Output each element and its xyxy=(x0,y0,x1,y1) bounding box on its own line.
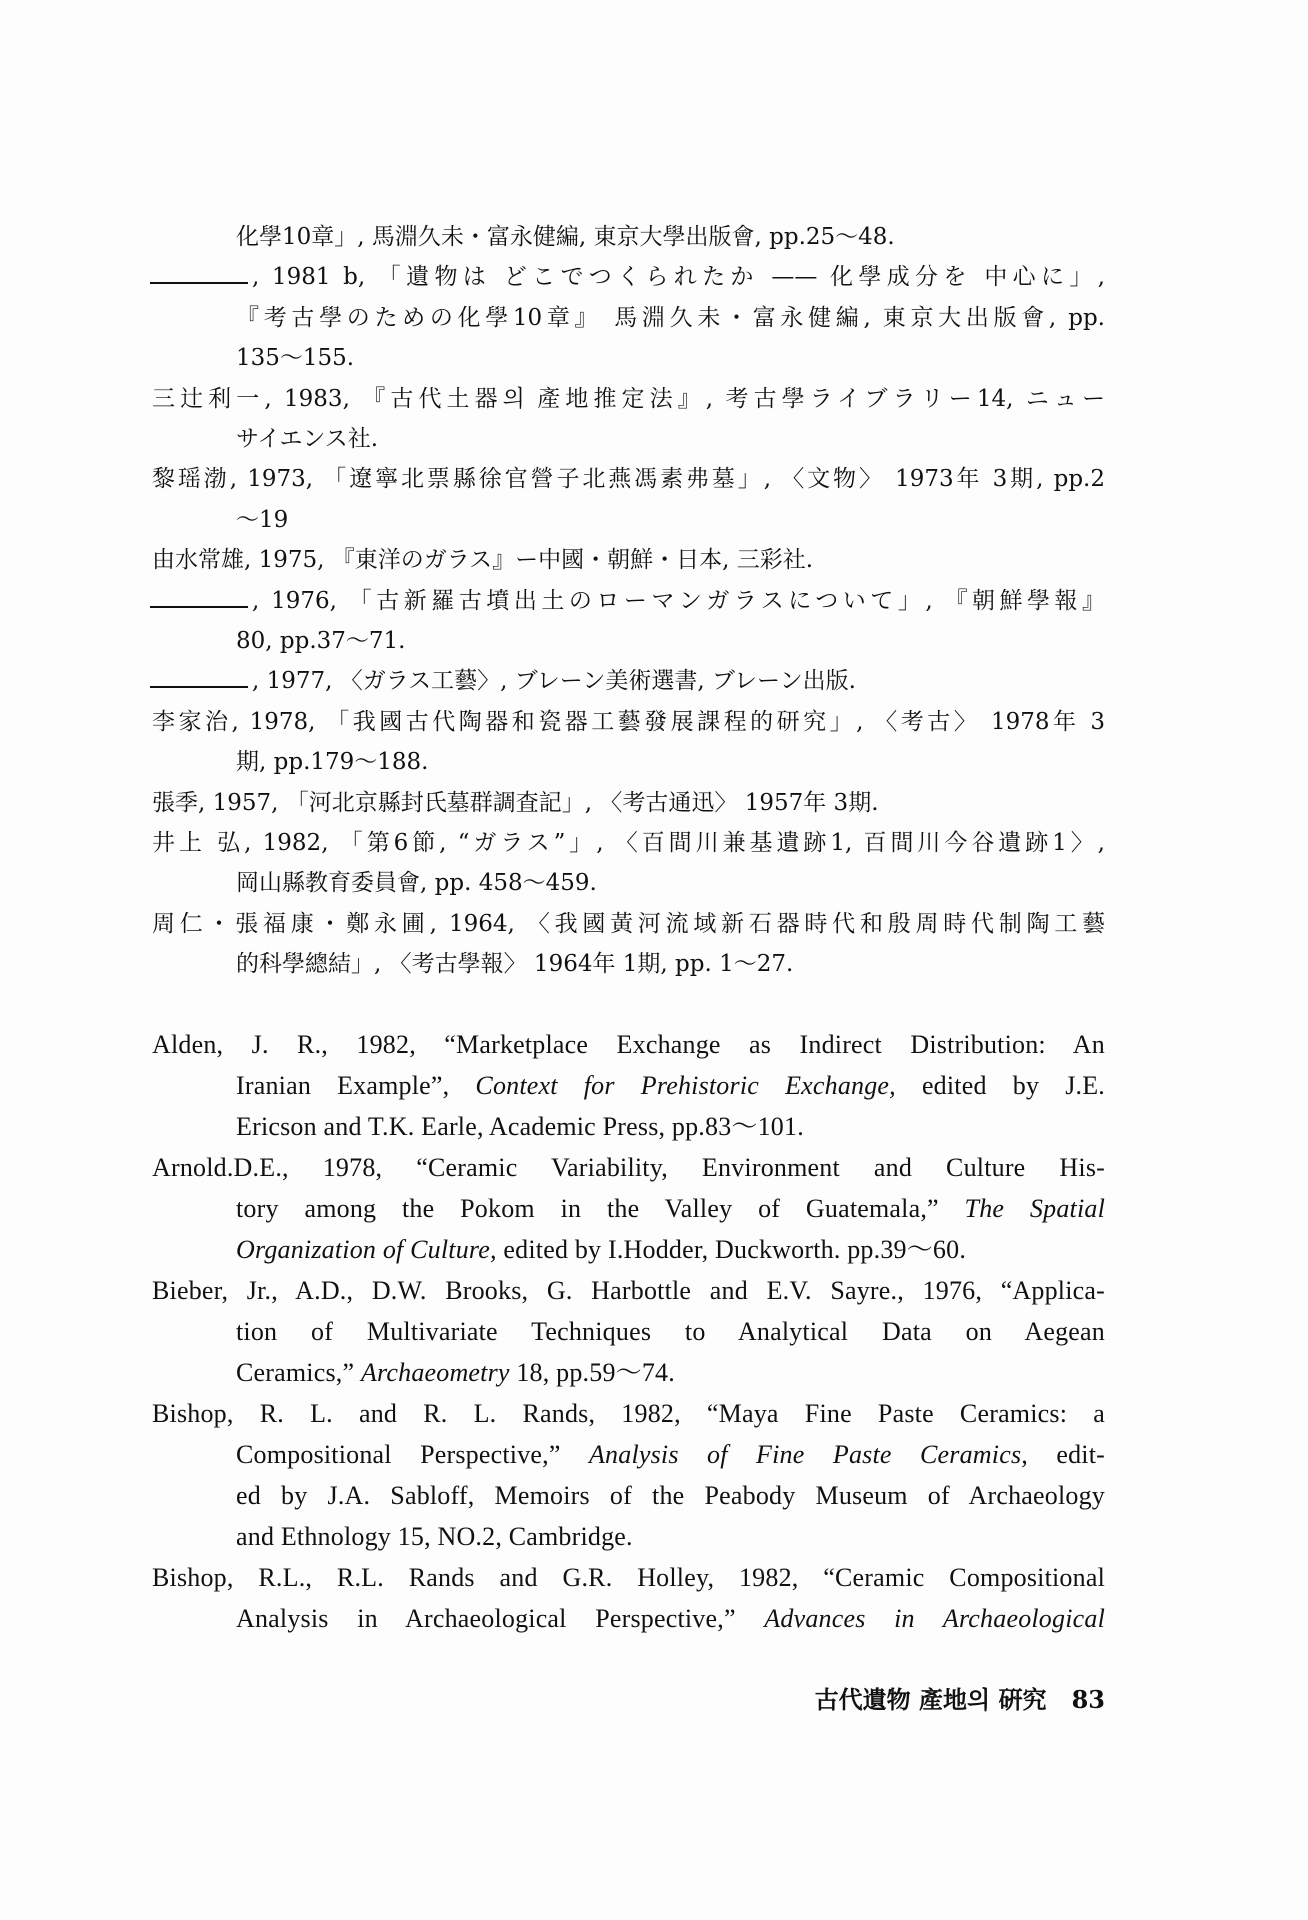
reference-line xyxy=(150,587,1105,614)
reference-line xyxy=(236,1319,1105,1345)
reference-line xyxy=(150,266,1105,289)
reference-text: ed by J.A. Sabloff, Memoirs of the Peabody Museum of Archaeology xyxy=(236,1481,1105,1510)
reference-text: Arnold.D.E., 1978, “Ceramic Variability, Environment and Culture His- xyxy=(152,1153,1105,1182)
reference-line xyxy=(236,1442,1105,1468)
reference-line xyxy=(152,910,1105,937)
reference-line xyxy=(236,751,429,774)
reference-line xyxy=(236,1606,1105,1632)
reference-text: Analysis in Archaeological Perspective,” xyxy=(236,1604,765,1633)
reference-text: Bishop, R. L. and R. L. Rands, 1982, “Maya Fine Paste Ceramics: a xyxy=(152,1399,1105,1428)
reference-text: 張季, 1957, 「河北京縣封氏墓群調査記」, 〈考古通迅〉 1957年 3期. xyxy=(152,789,879,816)
reference-line xyxy=(152,1401,1105,1427)
reference-text: 李家治, 1978, 「我國古代陶器和瓷器工藝發展課程的研究」, 〈考古〉 1978年 3 xyxy=(152,708,1105,735)
italic-title: Analysis of Fine Paste Ceramics, xyxy=(588,1440,1028,1469)
reference-text: 三辻利一, 1983, 『古代土器의 產地推定法』, 考古學ライブラリー14, ニュー xyxy=(152,385,1105,412)
reference-line xyxy=(152,468,1105,491)
ditto-rule xyxy=(150,281,248,284)
reference-text: , 1977, 〈ガラス工藝〉, ブレーン美術選書, ブレーン出版. xyxy=(252,668,856,695)
reference-text: , 1981 b, 「遺物は どこでつくられたか —— 化學成分を 中心に」, xyxy=(252,264,1105,291)
reference-text: 135～155. xyxy=(236,345,355,372)
reference-line xyxy=(236,1524,633,1550)
reference-text: サイエンス社. xyxy=(236,426,379,452)
italic-title: Archaeometry xyxy=(360,1358,510,1387)
reference-text: 『考古學のための化學10章』 馬淵久未・富永健編, 東京大出版會, pp. xyxy=(236,304,1105,331)
reference-line xyxy=(236,506,289,533)
reference-text: 期, pp.179～188. xyxy=(236,749,429,776)
page-number: 83 xyxy=(1071,1685,1105,1714)
reference-line xyxy=(236,1360,675,1386)
reference-line xyxy=(236,1483,1105,1509)
reference-line xyxy=(152,1032,1105,1058)
reference-line xyxy=(236,1196,1105,1222)
reference-text: edited by J.E. xyxy=(895,1071,1106,1100)
reference-text: edited by I.Hodder, Duckworth. pp.39～60. xyxy=(496,1235,967,1264)
reference-line xyxy=(152,789,879,816)
reference-text: Alden, J. R., 1982, “Marketplace Exchange as Indirect Distribution: An xyxy=(152,1030,1105,1059)
italic-title: Context for Prehistoric Exchange, xyxy=(475,1071,896,1100)
reference-text: 井上 弘, 1982, 「第6節, “ガラス”」, 〈百間川兼基遺跡1, 百間川今谷遺跡1〉, xyxy=(152,830,1105,856)
reference-text: Bishop, R.L., R.L. Rands and G.R. Holley, 1982, “Ceramic Compositional xyxy=(152,1563,1105,1592)
reference-line xyxy=(236,347,354,370)
reference-text: ～19 xyxy=(236,506,289,533)
reference-text: 80, pp.37～71. xyxy=(236,628,406,654)
running-footer xyxy=(815,1680,1105,1715)
reference-line xyxy=(236,226,895,249)
reference-text: Iranian Example”, xyxy=(236,1071,476,1100)
reference-text: 由水常雄, 1975, 『東洋のガラス』ー中國・朝鮮・日本, 三彩社. xyxy=(152,547,814,574)
reference-text: Ericson and T.K. Earle, Academic Press, pp.83～101. xyxy=(236,1112,804,1141)
italic-title: Organization of Culture, xyxy=(236,1235,497,1264)
reference-text: 岡山縣教育委員會, pp. 458～459. xyxy=(236,870,597,897)
reference-text: 化學10章」, 馬淵久未・富永健編, 東京大學出版會, pp.25～48. xyxy=(236,224,895,250)
reference-line xyxy=(152,1565,1105,1591)
reference-text: tion of Multivariate Techniques to Analytical Data on Aegean xyxy=(236,1317,1105,1346)
reference-line xyxy=(152,1278,1105,1304)
reference-line xyxy=(152,708,1105,735)
reference-line xyxy=(152,832,1105,855)
reference-line xyxy=(236,1073,1105,1099)
reference-line xyxy=(236,428,378,451)
reference-line xyxy=(236,630,406,653)
reference-text: , 1976, 「古新羅古墳出土のローマンガラスについて」, 『朝鮮學報』 xyxy=(252,587,1105,614)
reference-text: 周仁・張福康・鄭永圃, 1964, 〈我國黃河流域新石器時代和殷周時代制陶工藝 xyxy=(152,910,1105,937)
reference-line xyxy=(152,1155,1105,1181)
reference-text: Ceramics,” xyxy=(236,1358,361,1387)
reference-text: Compositional Perspective,” xyxy=(236,1440,589,1469)
footer-title: 古代遺物 產地의 硏究 xyxy=(814,1685,1047,1714)
reference-line xyxy=(152,385,1105,412)
reference-text: 黎瑶渤, 1973, 「遼寧北票縣徐官營子北燕馮素弗墓」, 〈文物〉 1973年 3期, pp.2 xyxy=(152,466,1105,493)
reference-line xyxy=(236,1237,966,1263)
reference-line xyxy=(236,1114,804,1140)
italic-title: The Spatial xyxy=(964,1194,1105,1223)
reference-text: 18, pp.59～74. xyxy=(509,1358,675,1387)
reference-text: edit- xyxy=(1027,1440,1106,1469)
reference-text: Bieber, Jr., A.D., D.W. Brooks, G. Harbottle and E.V. Sayre., 1976, “Applica- xyxy=(152,1276,1105,1305)
reference-line xyxy=(236,953,793,976)
reference-line xyxy=(150,670,856,693)
ditto-rule xyxy=(150,685,248,688)
italic-title: Advances in Archaeological xyxy=(764,1604,1105,1633)
reference-text: and Ethnology 15, NO.2, Cambridge. xyxy=(236,1522,633,1551)
reference-line xyxy=(152,549,813,572)
reference-line xyxy=(236,304,1105,331)
ditto-rule xyxy=(150,605,248,608)
reference-text: tory among the Pokom in the Valley of Guatemala,” xyxy=(236,1194,965,1223)
reference-line xyxy=(236,872,597,895)
reference-text: 的科學總結」, 〈考古學報〉 1964年 1期, pp. 1～27. xyxy=(236,951,794,978)
